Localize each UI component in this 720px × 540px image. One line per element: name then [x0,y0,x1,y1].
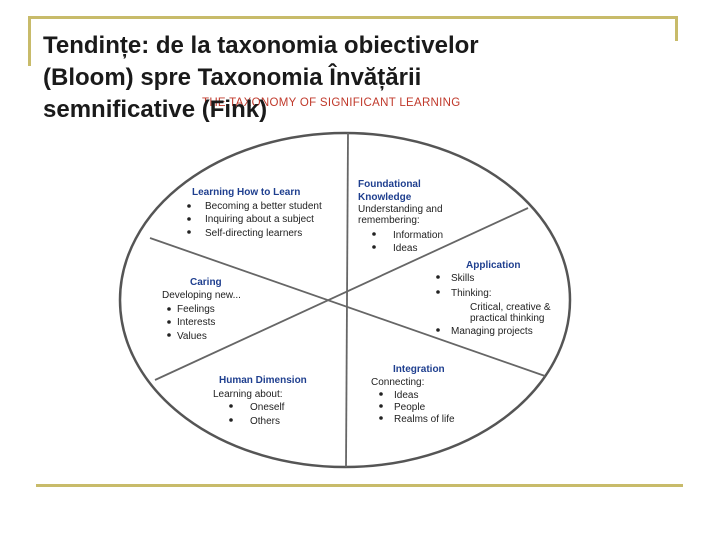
segment-item: Oneself [250,402,285,413]
segment-heading: Knowledge [358,192,412,203]
segment-intro: Connecting: [371,377,425,388]
segment-heading: Human Dimension [219,375,307,386]
segment-caring [162,277,241,342]
segment-item: Self-directing learners [205,228,303,239]
segment-item: Information [393,230,444,241]
bullet [187,204,191,208]
bullet [379,416,383,420]
bullet [187,217,191,221]
bullet [229,418,233,422]
diagram-title: THE TAXONOMY OF SIGNIFICANT LEARNING [202,97,461,109]
bullet [167,320,171,324]
segment-heading: Foundational [358,179,421,190]
segment-heading: Integration [393,364,445,375]
segment-subitem: practical thinking [470,313,545,324]
segment-item: Ideas [394,390,419,401]
segment-heading: Learning How to Learn [192,187,301,198]
segment-learning-how-to-learn [187,187,322,239]
segment-item: Ideas [393,243,418,254]
segment-item: People [394,402,426,413]
segment-item: Managing projects [451,326,533,337]
segment-item: Skills [451,273,475,284]
segment-item: Realms of life [394,414,455,425]
bullet [436,328,440,332]
segment-subitem: Critical, creative & [470,302,551,313]
slide-title-line-3: semnificative (Fink) [43,96,268,123]
segment-item: Values [177,331,207,342]
segment-item: Inquiring about a subject [205,214,314,225]
bullet [436,290,440,294]
bullet [372,245,376,249]
slide-title-line-2: (Bloom) spre Taxonomia Învățării [43,64,422,91]
segment-intro: Developing new... [162,290,241,301]
segment-application [436,260,551,337]
segment-item: Becoming a better student [205,201,322,212]
segment-intro: Understanding and [358,204,443,215]
segment-intro: remembering: [358,215,420,226]
segment-item: Feelings [177,304,215,315]
segment-human-dimension [213,375,307,427]
bullet [379,404,383,408]
bullet [379,392,383,396]
segment-heading: Application [466,260,521,271]
bullet [167,333,171,337]
slide-title-line-1: Tendințe: de la taxonomia obiectivelor [43,32,479,59]
segment-foundational-knowledge [358,179,443,254]
bullet [436,275,440,279]
slide-title [43,30,663,126]
segment-integration [371,364,455,425]
divider-vertical [346,133,348,467]
bullet [372,232,376,236]
segment-heading: Caring [190,277,222,288]
segment-item: Interests [177,317,216,328]
bullet [229,404,233,408]
segment-item: Thinking: [451,288,492,299]
segment-intro: Learning about: [213,389,283,400]
bullet [187,230,191,234]
frame-bottom-border [36,484,683,487]
segment-item: Others [250,416,281,427]
bullet [167,307,171,311]
